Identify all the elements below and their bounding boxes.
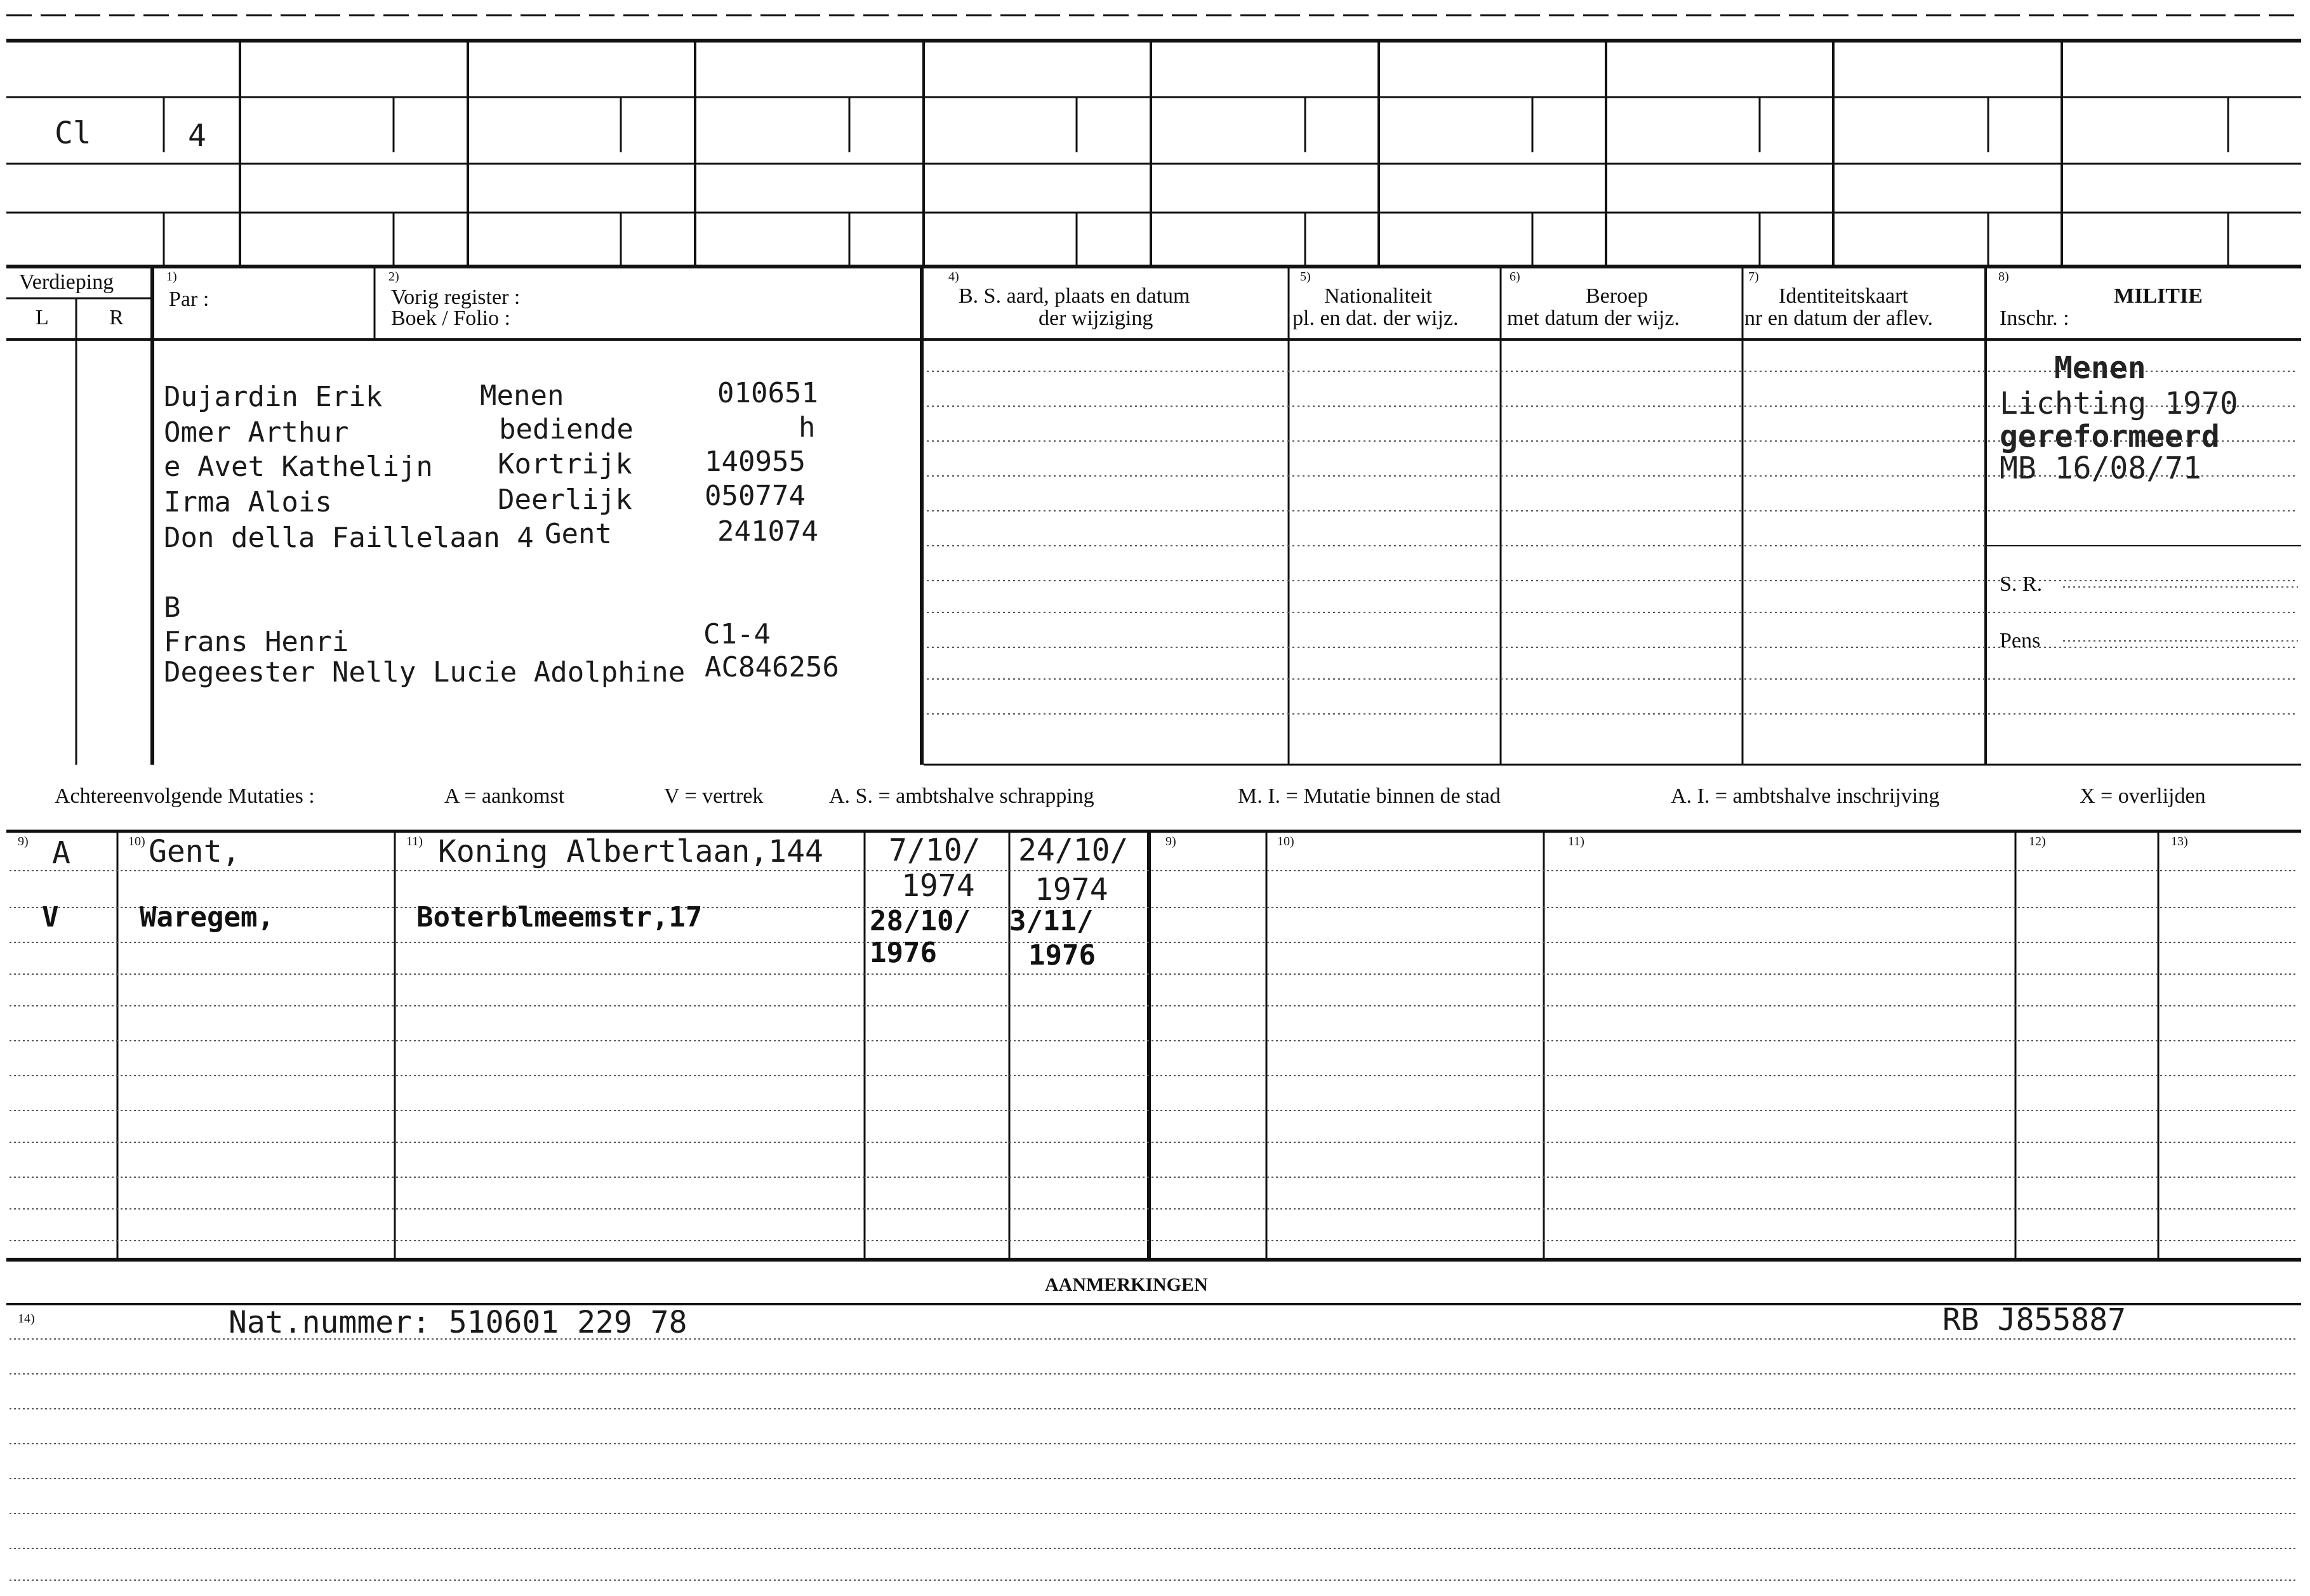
legend-ai: A. I. = ambtshalve inschrijving <box>1671 784 1940 808</box>
remarks-num: 14) <box>18 1312 35 1326</box>
person-2-job: bediende <box>499 413 634 445</box>
person-3-date: 140955 <box>705 445 806 478</box>
militie-line-3: gereformeerd <box>2000 419 2220 454</box>
mutation-1-date12-a: 7/10/ <box>889 833 981 868</box>
mutation-2-city: Waregem, <box>140 901 274 933</box>
person-4-place: Deerlijk <box>498 484 632 516</box>
col7-line1: Identiteitskaart <box>1779 284 1908 308</box>
top-grid-number: 4 <box>188 118 206 154</box>
col4-num: 4) <box>948 270 959 284</box>
col1-label: Par : <box>169 287 209 311</box>
mut-head-11b: 11) <box>1568 834 1584 848</box>
top-grid-code: Cl <box>55 115 91 151</box>
mut-head-10b: 10) <box>1277 834 1294 848</box>
mutation-1-type: A <box>52 835 70 871</box>
person-4-date: 050774 <box>705 480 806 512</box>
person-1-name: Dujardin Erik <box>164 381 383 413</box>
mutation-2-type: V <box>42 901 59 933</box>
mutation-1-street: Koning Albertlaan,144 <box>438 834 823 869</box>
person-5-city: Gent <box>545 518 612 550</box>
mutation-1-city: Gent, <box>149 834 241 869</box>
col1-num: 1) <box>166 270 177 284</box>
sr-label: S. R. <box>2000 572 2043 596</box>
person-b1-name: Frans Henri <box>164 626 349 658</box>
col5-line2: pl. en dat. der wijz. <box>1292 307 1459 330</box>
person-2-name: Omer Arthur <box>164 416 349 449</box>
section-b-label: B <box>164 591 181 624</box>
verdieping-label: Verdieping <box>19 270 114 294</box>
legend-title: Achtereenvolgende Mutaties : <box>55 784 315 808</box>
legend-as: A. S. = ambtshalve schrapping <box>829 784 1094 808</box>
mut-head-13: 13) <box>2171 834 2188 848</box>
militie-line-1: Menen <box>2054 350 2146 386</box>
mut-head-9: 9) <box>18 834 29 848</box>
col8-num: 8) <box>1998 270 2009 284</box>
rb-number: RB J855887 <box>1942 1302 2126 1338</box>
person-b2-code: AC846256 <box>705 651 839 683</box>
national-number: Nat.nummer: 510601 229 78 <box>229 1305 687 1340</box>
mut-head-10: 10) <box>128 834 145 848</box>
mutation-1-date12-b: 1974 <box>901 868 975 904</box>
mutation-2-date12-b: 1976 <box>870 937 937 969</box>
col6-line2: met datum der wijz. <box>1507 307 1680 330</box>
col4-line2: der wijziging <box>1039 307 1153 330</box>
mutation-1-date13-b: 1974 <box>1035 872 1108 907</box>
person-2-mark: h <box>799 411 816 444</box>
col8-inschr: Inschr. : <box>2000 307 2069 330</box>
legend-x: X = overlijden <box>2080 784 2206 808</box>
col2-line2: Boek / Folio : <box>391 307 510 330</box>
mutation-2-date13-a: 3/11/ <box>1009 905 1094 937</box>
col6-num: 6) <box>1510 270 1520 284</box>
person-5-address: Don della Faillelaan 4 <box>164 522 534 554</box>
right-label: R <box>109 306 124 329</box>
person-b1-code: C1-4 <box>703 618 771 650</box>
mut-head-12: 12) <box>2029 834 2046 848</box>
mut-head-9b: 9) <box>1165 834 1176 848</box>
col8-title: MILITIE <box>2114 284 2203 308</box>
person-5-date: 241074 <box>717 515 818 548</box>
person-4-name: Irma Alois <box>164 486 332 518</box>
col4-line1: B. S. aard, plaats en datum <box>959 284 1190 308</box>
mutation-2-date12-a: 28/10/ <box>870 905 971 937</box>
militie-line-2: Lichting 1970 <box>2000 386 2238 421</box>
legend-v: V = vertrek <box>664 784 764 808</box>
col2-line1: Vorig register : <box>391 286 521 309</box>
person-3-name: e Avet Kathelijn <box>164 451 433 483</box>
col2-num: 2) <box>388 270 399 284</box>
col5-num: 5) <box>1300 270 1311 284</box>
col6-line1: Beroep <box>1586 284 1649 308</box>
col7-num: 7) <box>1748 270 1759 284</box>
mutation-2-date13-b: 1976 <box>1028 939 1096 972</box>
mutation-2-street: Boterblmeemstr,17 <box>416 901 703 933</box>
remarks-title: AANMERKINGEN <box>1045 1274 1208 1295</box>
legend-a: A = aankomst <box>444 784 565 808</box>
mut-head-11: 11) <box>406 834 423 848</box>
person-1-date: 010651 <box>717 377 818 409</box>
col7-line2: nr en datum der aflev. <box>1744 307 1934 330</box>
person-b2-name: Degeester Nelly Lucie Adolphine <box>164 656 686 689</box>
person-3-place: Kortrijk <box>498 448 632 480</box>
pens-label: Pens <box>2000 629 2041 652</box>
col5-line1: Nationaliteit <box>1324 284 1432 308</box>
mutation-1-date13-a: 24/10/ <box>1018 833 1129 868</box>
left-label: L <box>36 306 49 329</box>
legend-mi: M. I. = Mutatie binnen de stad <box>1238 784 1501 808</box>
militie-line-4: MB 16/08/71 <box>2000 451 2201 486</box>
person-1-place: Menen <box>480 379 564 412</box>
